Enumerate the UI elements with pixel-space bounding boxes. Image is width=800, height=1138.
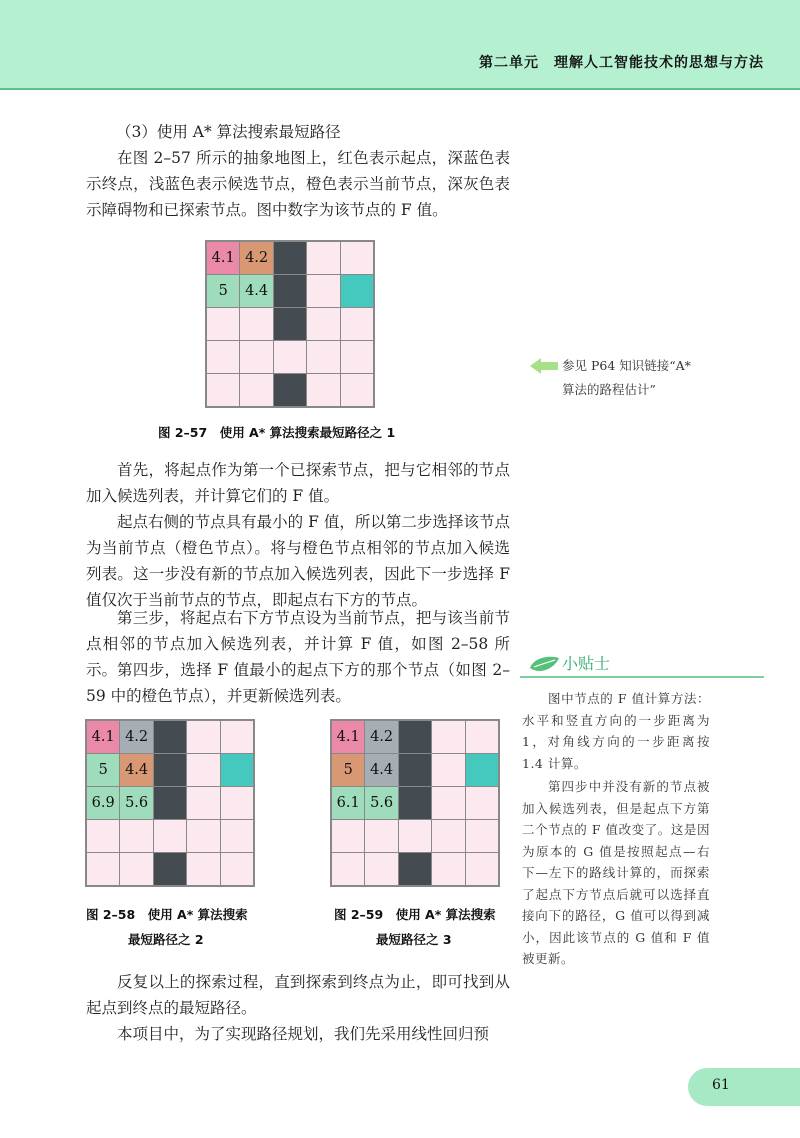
- grid-cell-empty: [307, 275, 339, 307]
- grid-cell-empty: [154, 820, 186, 852]
- cross-reference-line-1: 参见 P64 知识链接“A*: [562, 358, 691, 373]
- grid-cell-orange: 4.2: [240, 242, 272, 274]
- paragraph-step-4: 第四步，选择 F 值最小的起点下方的那个节点（如图 2–59 中的橙色节点），并更新候选列表。: [86, 661, 510, 705]
- tip-divider: [520, 676, 764, 678]
- grid-cell-empty: [221, 820, 253, 852]
- grid-cell-dark: [399, 787, 431, 819]
- tip-paragraph-1: 图中节点的 F 值计算方法：水平和竖直方向的一步距离为 1，对角线方向的一步距离按 1.4 计算。: [522, 691, 710, 771]
- grid-cell-empty: [221, 787, 253, 819]
- grid-cell-empty: [332, 853, 364, 885]
- grid-cell-empty: [466, 721, 498, 753]
- grid-cell-grey: 4.2: [365, 721, 397, 753]
- grid-cell-empty: [87, 820, 119, 852]
- figure-caption-2-58-line1: 图 2–58 使用 A* 算法搜索: [86, 907, 248, 922]
- paragraph-conclusion: 反复以上的探索过程，直到探索到终点为止，即可找到从起点到终点的最短路径。: [86, 973, 510, 1017]
- grid-cell-teal: [466, 754, 498, 786]
- grid-cell-grey: 4.2: [120, 721, 152, 753]
- grid-cell-empty: [341, 341, 373, 373]
- grid-cell-empty: [240, 374, 272, 406]
- grid-cell-empty: [307, 242, 339, 274]
- grid-cell-dark: [399, 754, 431, 786]
- grid-cell-empty: [221, 853, 253, 885]
- astar-grid-step-3: [330, 719, 500, 887]
- grid-cell-orange: 4.4: [120, 754, 152, 786]
- tip-title: 小贴士: [562, 654, 611, 673]
- figure-caption-2-59-line2: 最短路径之 3: [376, 932, 452, 947]
- grid-cell-light: 5: [207, 275, 239, 307]
- grid-cell-orange: 5: [332, 754, 364, 786]
- grid-cell-empty: [207, 308, 239, 340]
- grid-cell-light: 6.1: [332, 787, 364, 819]
- grid-cell-empty: [221, 721, 253, 753]
- astar-grid-step-2: [85, 719, 255, 887]
- grid-cell-dark: [274, 374, 306, 406]
- grid-cell-empty: [432, 787, 464, 819]
- grid-cell-empty: [187, 721, 219, 753]
- page-number-tab: [688, 1068, 800, 1106]
- section-heading: （3）使用 A* 算法搜索最短路径: [116, 123, 341, 141]
- grid-cell-empty: [466, 787, 498, 819]
- grid-cell-dark: [274, 308, 306, 340]
- grid-cell-empty: [187, 853, 219, 885]
- grid-cell-empty: [307, 341, 339, 373]
- grid-cell-empty: [341, 242, 373, 274]
- grid-cell-light: 6.9: [87, 787, 119, 819]
- grid-cell-dark: [274, 242, 306, 274]
- grid-cell-empty: [207, 341, 239, 373]
- grid-cell-dark: [274, 275, 306, 307]
- grid-cell-light: 4.4: [240, 275, 272, 307]
- grid-cell-empty: [432, 820, 464, 852]
- grid-cell-light: 5.6: [365, 787, 397, 819]
- astar-grid-step-1: [205, 240, 375, 408]
- grid-cell-empty: [307, 308, 339, 340]
- grid-cell-empty: [365, 853, 397, 885]
- arrow-left-icon: [530, 357, 560, 375]
- paragraph-project: 本项目中，为了实现路径规划，我们先采用线性回归预: [117, 1025, 490, 1043]
- grid-cell-empty: [432, 721, 464, 753]
- grid-cell-empty: [240, 308, 272, 340]
- grid-cell-empty: [341, 374, 373, 406]
- grid-cell-empty: [399, 820, 431, 852]
- grid-cell-empty: [187, 754, 219, 786]
- grid-cell-empty: [187, 787, 219, 819]
- cross-reference-note: [562, 354, 712, 402]
- grid-cell-dark: [154, 721, 186, 753]
- grid-cell-empty: [207, 374, 239, 406]
- paragraph-intro: 在图 2–57 所示的抽象地图上，红色表示起点，深蓝色表示终点，浅蓝色表示候选节点，橙色表示当前节点，深灰色表示障碍物和已探索节点。图中数字为该节点的 F 值。: [86, 149, 510, 219]
- grid-cell-empty: [187, 820, 219, 852]
- grid-cell-light: 5.6: [120, 787, 152, 819]
- header-band: [0, 0, 800, 88]
- grid-cell-light: 5: [87, 754, 119, 786]
- grid-cell-empty: [274, 341, 306, 373]
- cross-reference-line-2: 算法的路程估计”: [562, 382, 656, 397]
- grid-cell-empty: [307, 374, 339, 406]
- grid-cell-teal: [341, 275, 373, 307]
- grid-cell-empty: [432, 853, 464, 885]
- grid-cell-empty: [87, 853, 119, 885]
- grid-cell-dark: [399, 721, 431, 753]
- grid-cell-dark: [154, 787, 186, 819]
- grid-cell-empty: [332, 820, 364, 852]
- header-divider: [0, 88, 800, 90]
- paragraph-step-2: 起点右侧的节点具有最小的 F 值，所以第二步选择该节点为当前节点（橙色节点）。将与橙色节点相邻的节点加入候选列表。这一步没有新的节点加入候选列表，因此下一步选择 F 值仅次于当前节点的节点，即起点右下方的节点。: [86, 513, 510, 609]
- grid-cell-empty: [120, 853, 152, 885]
- chapter-title: 第二单元 理解人工智能技术的思想与方法: [479, 55, 764, 71]
- paragraph-step-1: 首先，将起点作为第一个已探索节点，把与它相邻的节点加入候选列表，并计算它们的 F 值。: [86, 461, 510, 505]
- grid-cell-empty: [432, 754, 464, 786]
- grid-cell-empty: [466, 820, 498, 852]
- grid-cell-empty: [120, 820, 152, 852]
- grid-cell-empty: [341, 308, 373, 340]
- page-number: 61: [712, 1077, 730, 1093]
- figure-caption-2-59-line1: 图 2–59 使用 A* 算法搜索: [334, 907, 496, 922]
- grid-cell-red: 4.1: [87, 721, 119, 753]
- grid-cell-empty: [365, 820, 397, 852]
- grid-cell-teal: [221, 754, 253, 786]
- grid-cell-dark: [399, 853, 431, 885]
- figure-caption-2-58-line2: 最短路径之 2: [128, 932, 204, 947]
- grid-cell-empty: [466, 853, 498, 885]
- grid-cell-empty: [240, 341, 272, 373]
- grid-cell-dark: [154, 853, 186, 885]
- grid-cell-red: 4.1: [207, 242, 239, 274]
- tip-paragraph-2: 第四步中并没有新的节点被加入候选列表，但是起点下方第二个节点的 F 值改变了。这是因为原本的 G 值是按照起点—右下—左下的路线计算的，而探索了起点下方节点后就可以选择直接向下的路径，G 值可以得到减小，因此该节点的 G 值和 F 值被更新。: [522, 779, 710, 966]
- grid-cell-red: 4.1: [332, 721, 364, 753]
- grid-cell-dark: [154, 754, 186, 786]
- leaf-icon: [528, 654, 562, 676]
- figure-caption-2-57: 图 2–57 使用 A* 算法搜索最短路径之 1: [158, 425, 396, 440]
- grid-cell-grey: 4.4: [365, 754, 397, 786]
- paragraph-step-3: 第三步，将起点右下方节点设为当前节点，把与该当前节点相邻的节点加入候选列表，并计算 F 值，如图 2–58 所示。: [86, 609, 510, 679]
